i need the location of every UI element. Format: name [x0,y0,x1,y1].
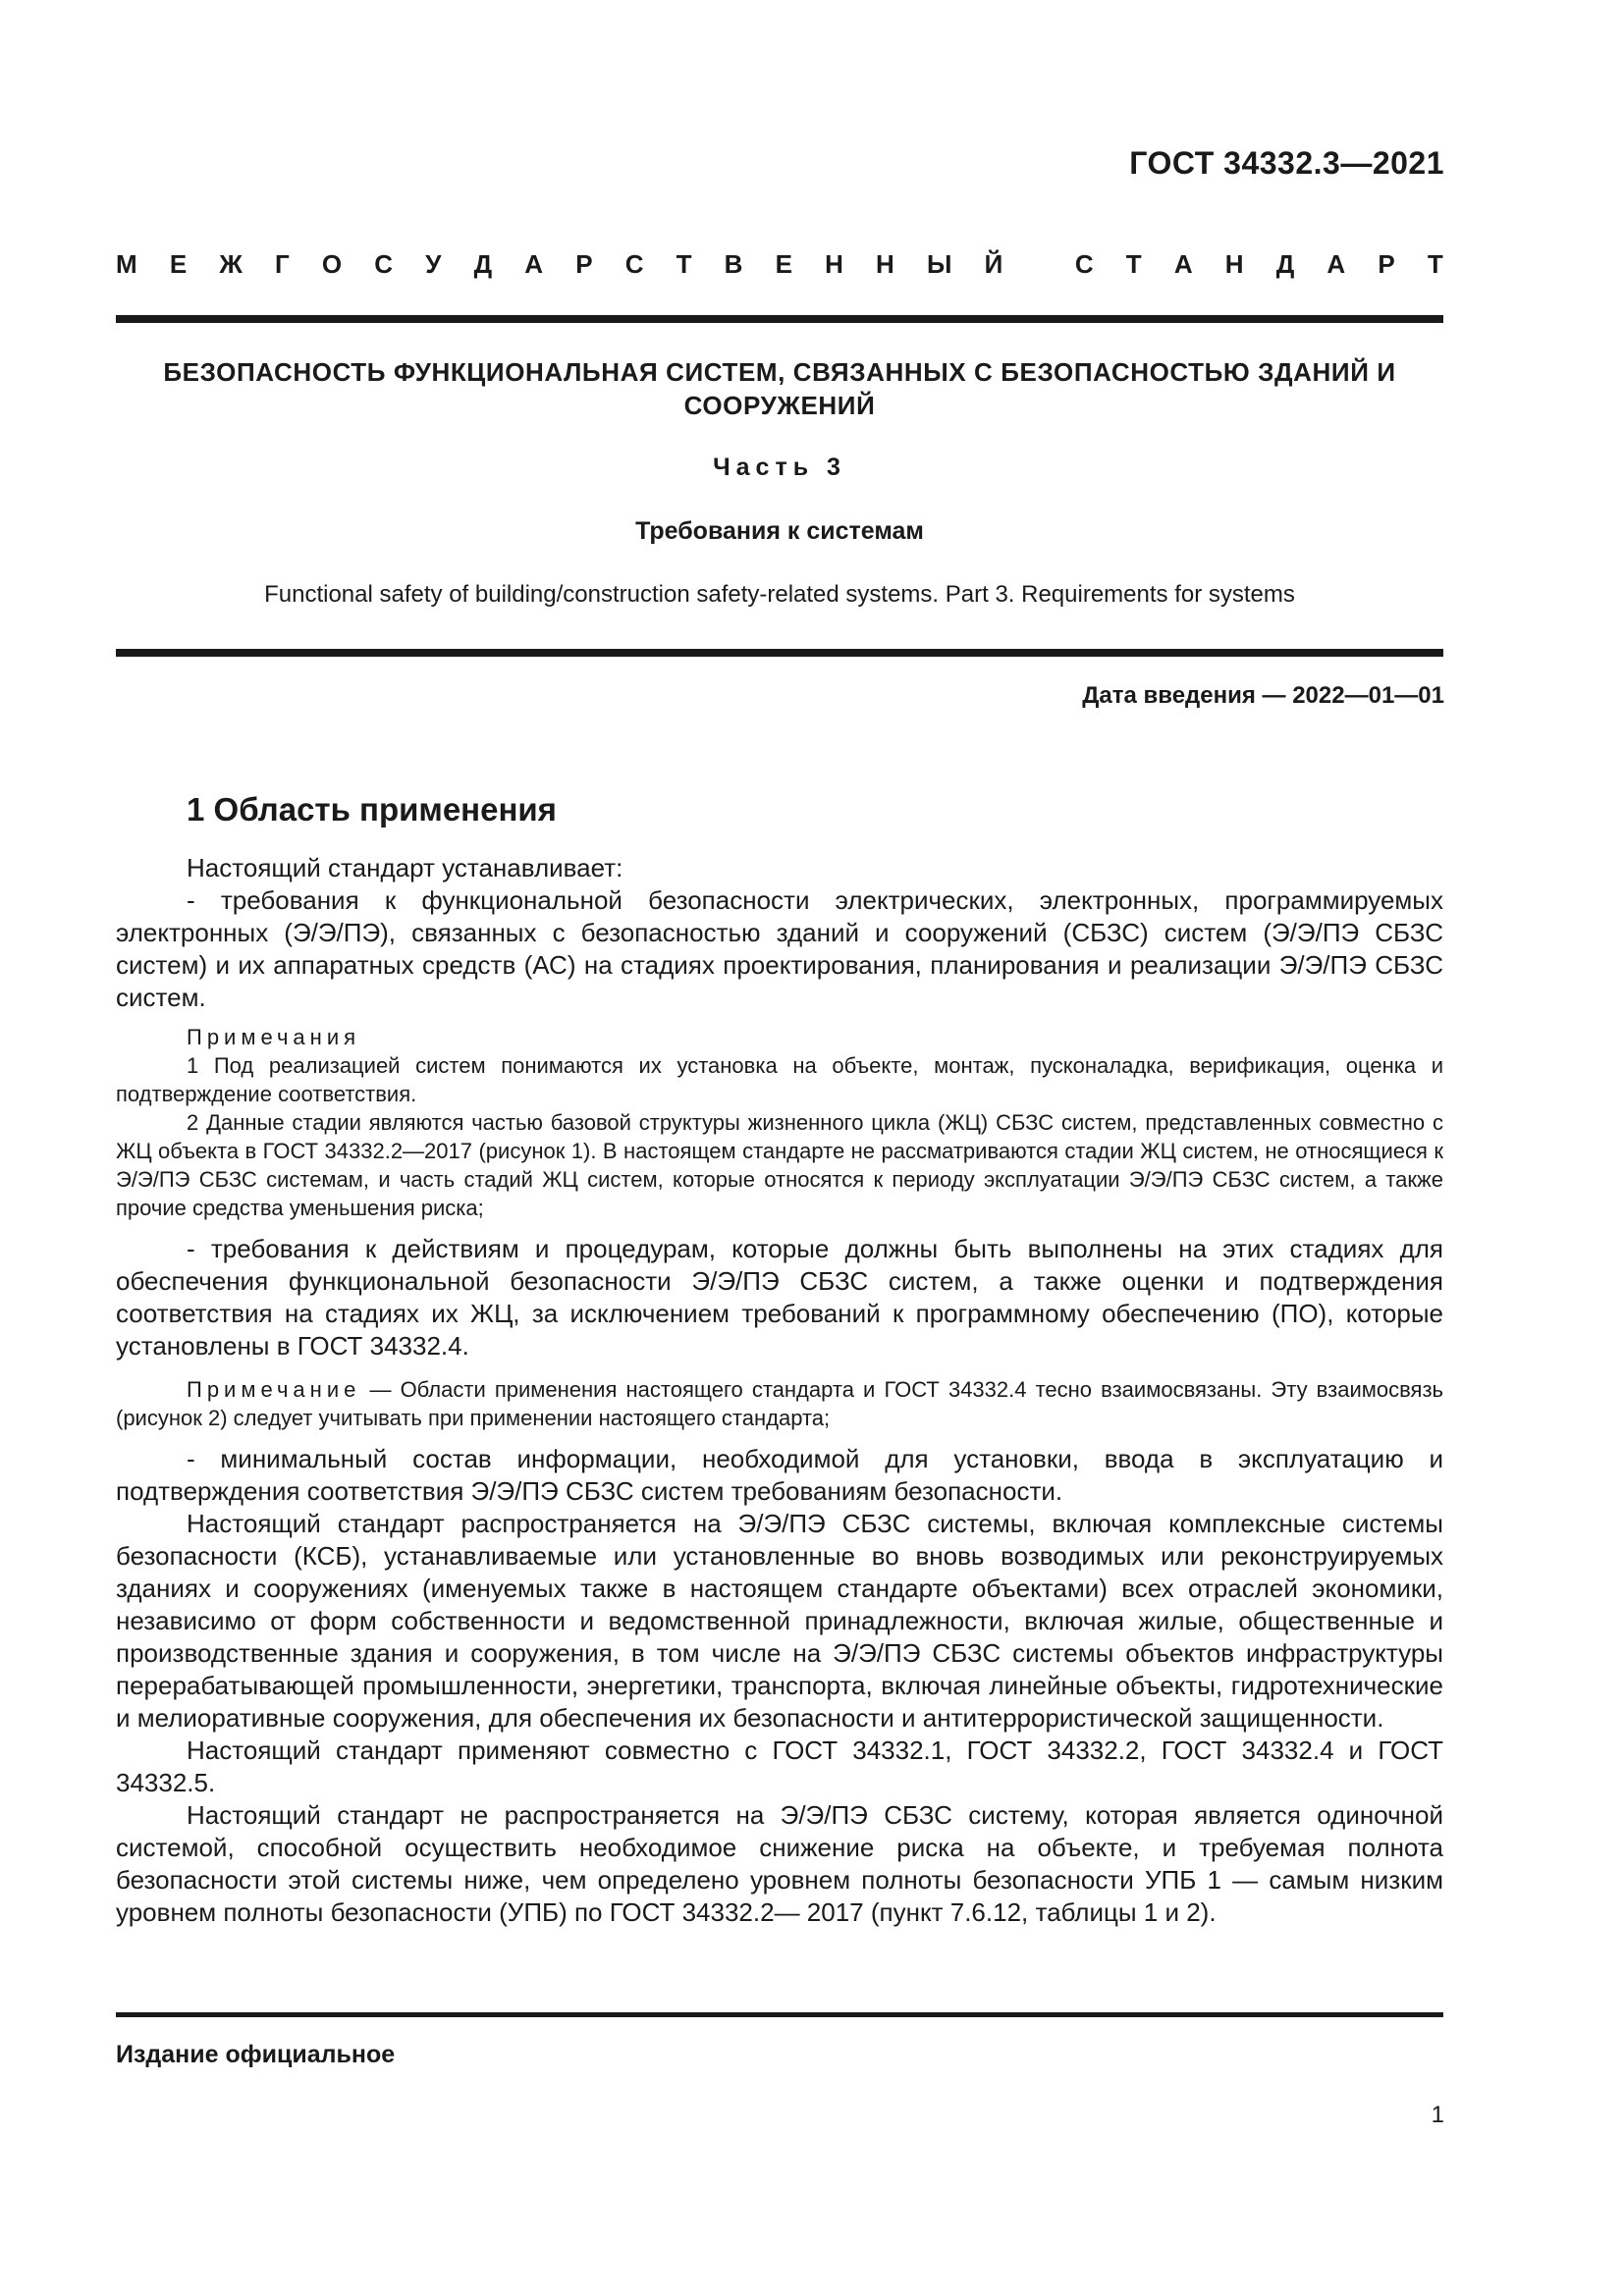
paragraph-requirements-2: - требования к действиям и процедурам, которые должны быть выполнены на этих стадиях для обеспечения функциональной безопасности Э/Э/ПЭ СБЗС систем, а также оценки и подтверждения соответствия на стадиях их ЖЦ, за исключением требований к программному обеспечению (ПО), которые установлены в ГОСТ 34332.4. [116,1234,1443,1361]
standard-kind-gap [1035,249,1042,280]
standard-kind-letter: Г [274,249,290,279]
standard-kind-letter: Ы [926,249,952,279]
official-edition-label: Издание официальное [116,2041,396,2068]
standard-kind-letter: Е [775,249,792,279]
document-subtitle: Требования к системам [635,517,924,545]
document-title: БЕЗОПАСНОСТЬ ФУНКЦИОНАЛЬНАЯ СИСТЕМ, СВЯЗАННЫХ С БЕЗОПАСНОСТЬЮ ЗДАНИЙ И СООРУЖЕНИЙ [163,357,1396,420]
standard-kind-letter: В [724,249,743,279]
document-code: ГОСТ 34332.3—2021 [1129,145,1444,181]
standard-kind-letter: Т [676,249,692,279]
note-1: 1 Под реализацией систем понимаются их установка на объекте, монтаж, пусконаладка, верификация, оценка и подтверждение соответствия. [116,1053,1443,1106]
standard-kind-letter: Д [473,249,493,279]
standard-kind-letter: Т [1125,249,1142,279]
standard-kind-letter: С [374,249,394,279]
standard-kind-letter: Н [1224,249,1244,279]
standard-kind-letter: Д [1275,249,1295,279]
section-body [116,852,1443,1929]
standard-kind-letter: О [321,249,343,279]
standard-kind-letter: Й [984,249,1003,279]
page-number: 1 [1431,2102,1444,2128]
standard-kind-letter: Т [1427,249,1443,279]
standard-kind-letter: С [624,249,644,279]
standard-kind-line [116,249,1443,280]
title-divider [116,649,1443,657]
standard-kind-letter: С [1074,249,1094,279]
standard-kind-letter: Н [876,249,894,279]
footer-divider [116,2012,1443,2017]
standard-kind-letter: М [116,249,137,279]
note-3 [116,1375,1443,1432]
note-3-text: — Области применения настоящего стандарта и ГОСТ 34332.4 тесно взаимосвязаны. Эту взаимосвязь (рисунок 2) следует учитывать при применении настоящего стандарта; [116,1377,1443,1430]
note-2: 2 Данные стадии являются частью базовой структуры жизненного цикла (ЖЦ) СБЗС систем, представленных совместно с ЖЦ объекта в ГОСТ 34332.2—2017 (рисунок 1). В настоящем стандарте не рассматриваются стадии ЖЦ систем, не относящиеся к Э/Э/ПЭ СБЗС системам, и часть стадий ЖЦ систем, которые относятся к периоду эксплуатации Э/Э/ПЭ СБЗС систем, а также прочие средства уменьшения риска; [116,1110,1443,1220]
note-3-label: Примечание [187,1377,361,1402]
introduction-date: Дата введения — 2022—01—01 [1082,682,1444,709]
paragraph-intro: Настоящий стандарт устанавливает: [187,853,623,882]
paragraph-exclusion: Настоящий стандарт не распространяется на Э/Э/ПЭ СБЗС систему, которая является одиночной системой, способной осуществить необходимое снижение риска на объекте, и требуемая полнота безопасности этой системы ниже, чем определено уровнем полноты безопасности УПБ 1 — самым низким уровнем полноты безопасности (УПБ) по ГОСТ 34332.2— 2017 (пункт 7.6.12, таблицы 1 и 2). [116,1800,1443,1927]
paragraph-requirements-1: - требования к функциональной безопасности электрических, электронных, программируемых электронных (Э/Э/ПЭ), связанных с безопасностью зданий и сооружений (СБЗС) систем (Э/Э/ПЭ СБЗС систем) и их аппаратных средств (АС) на стадиях проектирования, планирования и реализации Э/Э/ПЭ СБЗС систем. [116,885,1443,1012]
paragraph-scope: Настоящий стандарт распространяется на Э/Э/ПЭ СБЗС системы, включая комплексные системы безопасности (КСБ), устанавливаемые или установленные во вновь возводимых или реконструируемых зданиях и сооружениях (именуемых также в настоящем стандарте объектами) всех отраслей экономики, независимо от форм собственности и ведомственной принадлежности, включая жилые, общественные и производственные здания и сооружения, в том числе на Э/Э/ПЭ СБЗС системы объектов инфраструктуры перерабатывающей промышленности, энергетики, транспорта, включая линейные объекты, гидротехнические и мелиоративные сооружения, для обеспечения их безопасности и антитеррористической защищенности. [116,1509,1443,1733]
english-title: Functional safety of building/construction safety-related systems. Part 3. Requirements for systems [264,581,1295,608]
top-divider [116,315,1443,323]
standard-kind-letter: А [1326,249,1346,279]
standard-kind-letter: Е [169,249,188,279]
standard-kind-letter: Р [1378,249,1395,279]
standard-kind-letter: Р [575,249,593,279]
section-heading: 1 Область применения [187,791,557,828]
standard-kind-letter: Ж [219,249,243,279]
standard-kind-letter: А [1173,249,1193,279]
standard-kind-letter: А [524,249,544,279]
notes-label: Примечания [187,1025,361,1049]
standard-kind-letter: Н [825,249,843,279]
paragraph-related-standards: Настоящий стандарт применяют совместно с ГОСТ 34332.1, ГОСТ 34332.2, ГОСТ 34332.4 и ГОСТ 34332.5. [116,1735,1443,1797]
standard-kind-letter: У [425,249,442,279]
paragraph-requirements-3: - минимальный состав информации, необходимой для установки, ввода в эксплуатацию и подтверждения соответствия Э/Э/ПЭ СБЗС систем требованиям безопасности. [116,1444,1443,1506]
part-label: Часть 3 [713,454,846,481]
